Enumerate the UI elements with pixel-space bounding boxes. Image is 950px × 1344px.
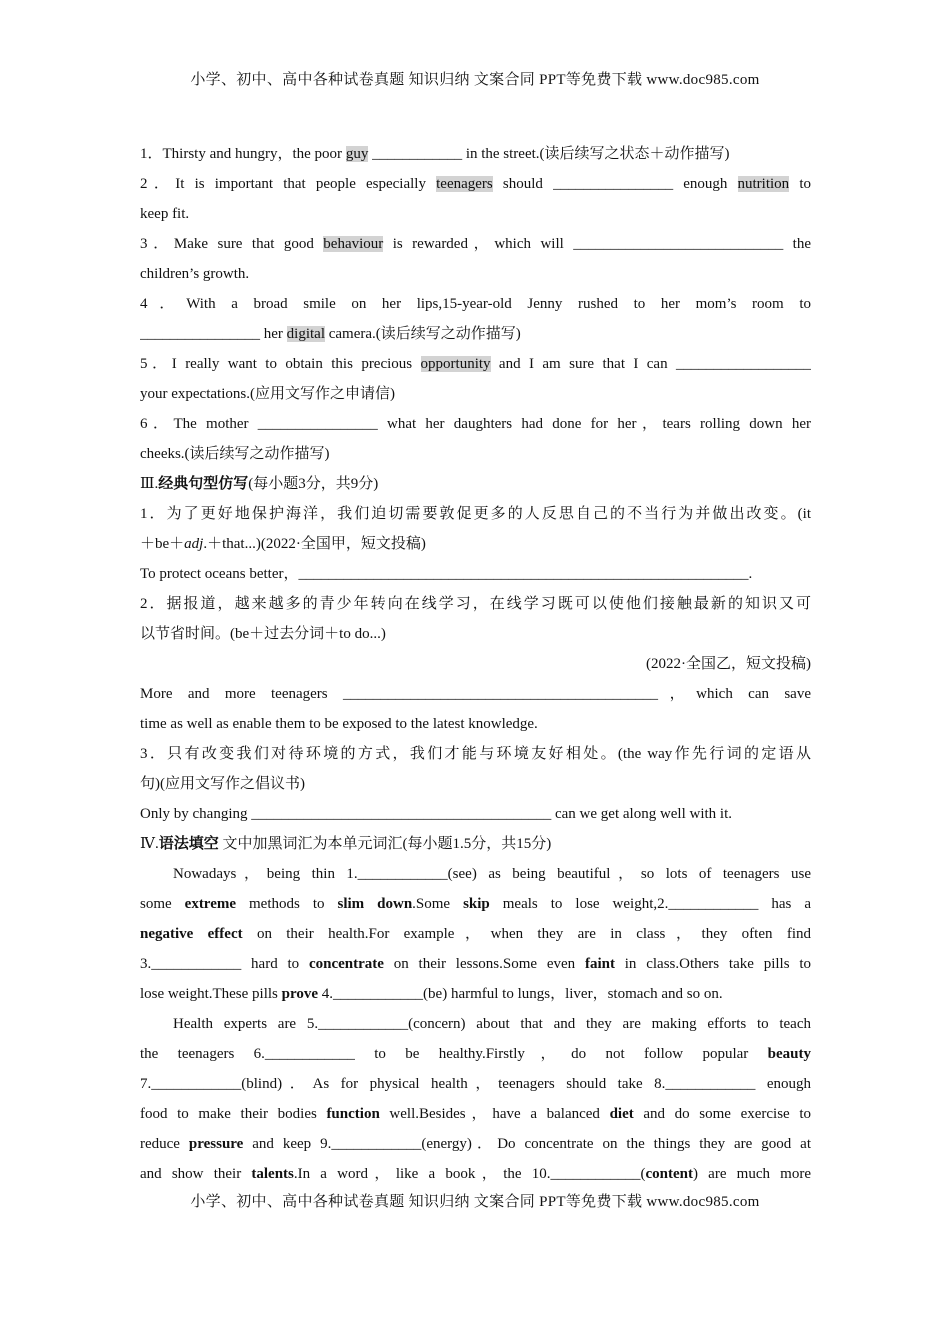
passage-p1-line-2: [140, 889, 811, 919]
question-5-line-1: [140, 349, 811, 379]
p2-l6-d: ) are much more: [693, 1166, 811, 1182]
p1-l4-a: 3.____________ hard to: [140, 956, 309, 972]
p2-l4-d: and do some exercise to: [633, 1106, 811, 1122]
q2-highlight-teenagers: teenagers: [436, 176, 493, 192]
section-3-heading: [140, 469, 811, 499]
q5-part-a: 5．I really want to obtain this precious: [140, 356, 421, 372]
sentence-2-line-2: 以节省时间。(be＋过去分词＋to do...): [140, 626, 386, 642]
section-4-number: Ⅳ.: [140, 836, 159, 852]
sentence-2-source: (2022·全国乙，短文投稿): [646, 656, 811, 672]
q2-part-b: should ________________ enough: [492, 176, 738, 192]
page-footer: 小学、初中、高中各种试卷真题 知识归纳 文案合同 PPT等免费下载 www.doc985.com: [190, 1194, 760, 1210]
q4-highlight-digital: digital: [286, 326, 325, 342]
p1-l5-a: lose weight.These pills: [140, 986, 282, 1002]
question-4-line-1: 4．With a broad smile on her lips,15-year-old Jenny rushed to her mom’s room to: [140, 296, 811, 312]
vocab-diet: diet: [609, 1106, 634, 1122]
q3-part-a: 3．Make sure that good: [140, 236, 324, 252]
p2-l2-a: the teenagers 6.____________ to be healthy.Firstly，do not follow popular: [140, 1046, 768, 1062]
question-6-line-1: 6．The mother ________________ what her daughters had done for her，tears rolling down her: [140, 416, 811, 432]
section-4-desc: 文中加黑词汇为本单元词汇(每小题1.5分，共15分): [218, 836, 552, 852]
vocab-concentrate: concentrate: [308, 956, 384, 972]
p1-l4-d: in class.Others take pills to: [614, 956, 811, 972]
q1-pre: 1．Thirsty and hungry，the poor: [140, 146, 346, 162]
p1-l4-c: on their lessons.Some even: [383, 956, 585, 972]
page-content: [140, 139, 811, 1189]
vocab-negative-effect: negative effect: [140, 926, 243, 942]
passage-p2-line-5: [140, 1129, 811, 1159]
question-3-line-2: children’s growth.: [140, 266, 250, 282]
q5-highlight-opportunity: opportunity: [420, 356, 491, 372]
vocab-beauty: beauty: [767, 1046, 811, 1062]
section-3-number: Ⅲ.: [140, 476, 159, 492]
passage-p2-line-1: Health experts are 5.____________(concern) about that and they are making efforts to teach: [173, 1016, 811, 1032]
passage-p2-line-4: [140, 1099, 811, 1129]
sentence-3-line-1: 3．只有改变我们对待环境的方式，我们才能与环境友好相处。(the way作先行词的定语从: [140, 746, 811, 762]
passage-p1-line-4: [140, 949, 811, 979]
sentence-2-line-5: time as well as enable them to be exposed to the latest knowledge.: [140, 716, 538, 732]
sentence-3-line-2: 句)(应用文写作之倡议书): [140, 776, 305, 792]
vocab-function: function: [326, 1106, 380, 1122]
p1-l2-c: methods to: [236, 896, 338, 912]
q3-highlight-behaviour: behaviour: [323, 236, 384, 252]
q3-part-b: is rewarded，which will ____________________________ the: [383, 236, 811, 252]
vocab-pressure: pressure: [188, 1136, 244, 1152]
vocab-slim-down: slim down: [337, 896, 413, 912]
q2-highlight-nutrition: nutrition: [737, 176, 790, 192]
section-4-title: 语法填空: [158, 836, 219, 852]
sentence-2-line-1: 2．据报道，越来越多的青少年转向在线学习，在线学习既可以使他们接触最新的知识又可: [140, 596, 811, 612]
vocab-extreme: extreme: [184, 896, 237, 912]
question-4-line-2: [140, 319, 811, 349]
p1-l5-c: 4.____________(be) harmful to lungs，liver，stomach and so on.: [318, 986, 723, 1002]
p2-l4-a: food to make their bodies: [140, 1106, 327, 1122]
q1-highlight-guy: guy: [345, 146, 369, 162]
passage-p1-line-1: Nowadays，being thin 1.____________(see) as being beautiful，so lots of teenagers use: [173, 866, 811, 882]
vocab-skip: skip: [463, 896, 490, 912]
vocab-content: content: [645, 1166, 693, 1182]
s1-part-a: ＋be＋: [140, 536, 185, 552]
p2-l5-a: reduce: [140, 1136, 189, 1152]
section-3-score: (每小题3分，共9分): [248, 476, 379, 492]
sentence-3-line-3: Only by changing ________________________________________ can we get along well with it.: [140, 806, 733, 822]
passage-p2-line-2: [140, 1039, 811, 1069]
question-1: [140, 139, 811, 169]
q1-post: ____________ in the street.(读后续写之状态＋动作描写): [368, 146, 730, 162]
q4-part-a: ________________ her: [140, 326, 287, 342]
question-6-line-2: cheeks.(读后续写之动作描写): [140, 446, 330, 462]
p1-l2-d: .Some: [412, 896, 464, 912]
question-5-line-2: your expectations.(应用文写作之申请信): [140, 386, 395, 402]
p2-l6-a: and show their: [140, 1166, 252, 1182]
q2-part-a: 2．It is important that people especially: [140, 176, 437, 192]
question-2-line-2: keep fit.: [140, 206, 190, 222]
passage-p1-line-5: [140, 979, 811, 1009]
vocab-prove: prove: [281, 986, 319, 1002]
passage-p2-line-3: 7.____________(blind)．As for physical health，teenagers should take 8.____________ enough: [140, 1076, 811, 1092]
s1-italic-adj: adj: [184, 536, 204, 552]
vocab-talents: talents: [251, 1166, 294, 1182]
sentence-1-line-1: 1．为了更好地保护海洋，我们迫切需要敦促更多的人反思自己的不当行为并做出改变。(it: [140, 506, 811, 522]
vocab-faint: faint: [584, 956, 615, 972]
p1-l3-a: on their health.For example，when they are in class，they often find: [242, 926, 811, 942]
sentence-1-line-2: [140, 529, 811, 559]
p2-l4-c: well.Besides，have a balanced: [379, 1106, 610, 1122]
p1-l2-a: some: [140, 896, 185, 912]
p1-l2-e: meals to lose weight,2.____________ has a: [489, 896, 811, 912]
sentence-1-line-3: To protect oceans better，____________________________________________________________.: [140, 566, 753, 582]
q5-part-b: and I am sure that I can __________________: [490, 356, 811, 372]
question-3-line-1: [140, 229, 811, 259]
p2-l5-c: and keep 9.____________(energy)．Do concentrate on the things they are good at: [243, 1136, 811, 1152]
page-header: 小学、初中、高中各种试卷真题 知识归纳 文案合同 PPT等免费下载 www.doc985.com: [190, 72, 760, 88]
section-4-heading: [140, 829, 811, 859]
q4-part-b: camera.(读后续写之动作描写): [324, 326, 521, 342]
s1-part-b: .＋that...)(2022·全国甲，短文投稿): [203, 536, 426, 552]
q2-part-c: to: [789, 176, 811, 192]
section-3-title: 经典句型仿写: [158, 476, 249, 492]
sentence-2-line-4: More and more teenagers __________________________________________，which can save: [140, 686, 811, 702]
p2-l6-c: .In a word，like a book，the 10.____________(: [293, 1166, 646, 1182]
passage-p2-line-6: [140, 1159, 811, 1189]
question-2-line-1: [140, 169, 811, 199]
passage-p1-line-3: [140, 919, 811, 949]
